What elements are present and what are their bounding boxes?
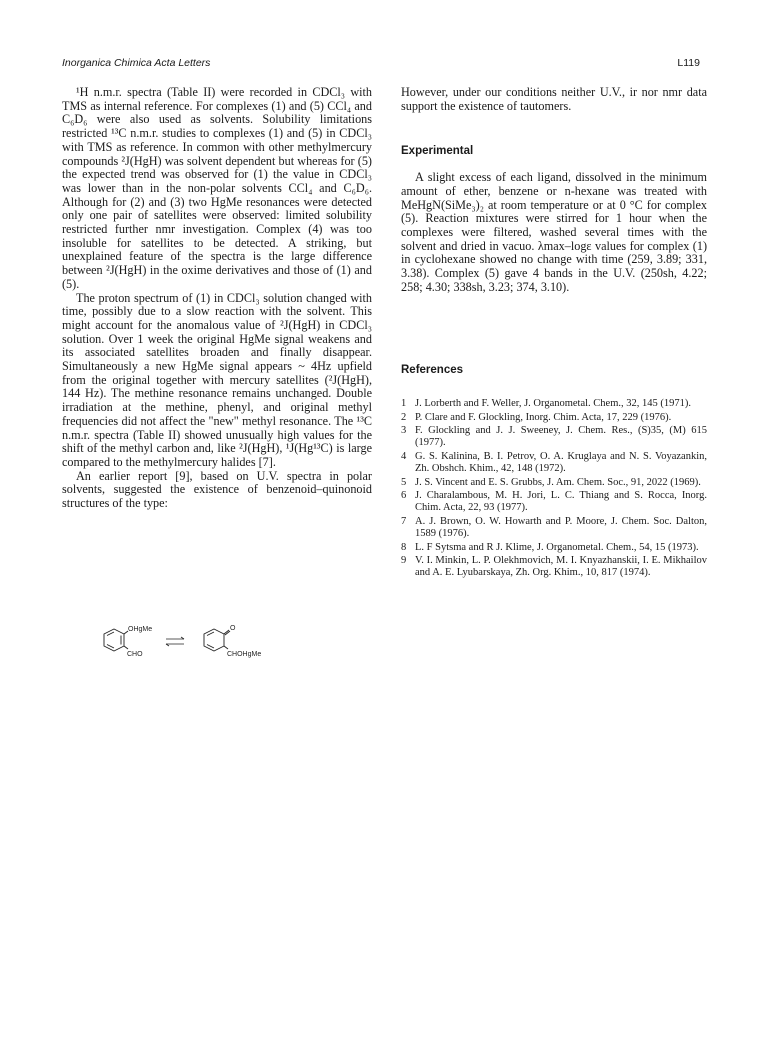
equilibrium-arrows-icon	[166, 637, 184, 646]
right-column	[401, 86, 707, 581]
reference-number: 2	[401, 411, 407, 423]
reference-text: G. S. Kalinina, B. I. Petrov, O. A. Kruglaya and N. S. Voyazankin, Zh. Obshch. Khim., 42, 148 (1972).	[415, 450, 707, 475]
paragraph-experimental: A slight excess of each ligand, dissolved in the minimum amount of ether, benzene or n-hexane was treated with MeHgN(SiMe₃)₂ at room temperature or at 0 °C for complex (5). Reaction mixtures were stirred for 1 hour when the complexes were filtered, washed several times with the solvent and dried in vacuo. λmax–logε values for complex (1) in cyclohexane showed no change with time (259, 3.89; 331, 3.38). Complex (5) gave 4 bands in the U.V. (250sh, 4.22; 258; 4.30; 338sh, 3.23; 374, 3.10).	[401, 170, 707, 294]
scheme-right-top-label: O	[230, 625, 236, 632]
reference-number: 9	[401, 555, 407, 567]
reference-text: J. Lorberth and F. Weller, J. Organometal. Chem., 32, 145 (1971).	[415, 398, 691, 410]
reference-item	[401, 555, 707, 580]
scheme-left-bottom-label: CHO	[127, 651, 143, 658]
benzenoid-structure	[104, 629, 128, 651]
paragraph-proton-spectrum: The proton spectrum of (1) in CDCl₃ solution changed with time, possibly due to a slow reaction with the solvent. This might account for the anomalous value of ²J(HgH) in CDCl₃ solution. Over 1 week the original HgMe signal weakens and its associated satellites broaden and finally disappear. Simultaneously a new HgMe signal appears ~ 4Hz upfield from the original together with mercury satellites (²J(HgH), 144 Hz). The methine resonance remains unchanged. Double irradiation at the methine, phenyl, and original methyl frequencies did not affect the "new" methyl resonance. The ¹³C n.m.r. spectra (Table II) showed unusually high values for the shift of the methyl carbon and, like ²J(HgH), ¹J(Hg¹³C) is large compared to the methylmercury halides [7].	[62, 290, 372, 469]
scheme-left-top-label: OHgMe	[128, 626, 153, 633]
reference-text: J. S. Vincent and E. S. Grubbs, J. Am. Chem. Soc., 91, 2022 (1969).	[415, 476, 701, 488]
reference-item	[401, 425, 707, 450]
tautomer-scheme	[90, 620, 270, 672]
reference-item	[401, 490, 707, 515]
reference-number: 5	[401, 476, 407, 488]
reference-list	[401, 398, 707, 580]
paragraph-nmr-spectra: ¹H n.m.r. spectra (Table II) were recorded in CDCl₃ with TMS as internal reference. For complexes (1) and (5) CCl₄ and C₆D₆ were also used as solvents. Solubility limitations restricted ¹³C n.m.r. studies to complexes (1) and (5) in CDCl₃ with TMS as reference. In common with other methylmercury compounds ²J(HgH) was solvent dependent but whereas for (5) the expected trend was observed for (1) the value in CDCl₃ was lower than in the non-polar solvents CCl₄ and C₆D₆. Although for (2) and (3) two HgMe resonances were detected only one pair of satellites were observed: limited solubility restricted further nmr investigation. Complex (4) was too insoluble for satellites to be detected. A striking, but unexplained feature of the spectra is the large difference between ²J(HgH) in the oxime derivatives and those of (1) and (5).	[62, 85, 372, 291]
experimental-heading: Experimental	[401, 145, 474, 158]
reference-item	[401, 477, 707, 489]
reference-text: A. J. Brown, O. W. Howarth and P. Moore, J. Chem. Soc. Dalton, 1589 (1976).	[415, 515, 707, 540]
paragraph-earlier-report: An earlier report [9], based on U.V. spectra in polar solvents, suggested the existence of benzenoid–quinonoid structures of the type:	[62, 468, 372, 511]
journal-title: Inorganica Chimica Acta Letters	[62, 57, 211, 69]
reference-number: 4	[401, 450, 407, 462]
reference-text: L. F Sytsma and R J. Klime, J. Organometal. Chem., 54, 15 (1973).	[415, 541, 699, 553]
reference-item	[401, 542, 707, 554]
reference-item	[401, 516, 707, 541]
reference-number: 8	[401, 541, 407, 553]
page-number: L119	[677, 57, 700, 69]
quinonoid-structure	[204, 629, 230, 651]
reference-number: 6	[401, 489, 407, 501]
reference-text: V. I. Minkin, L. P. Olekhmovich, M. I. Knyazhanskii, I. E. Mikhailov and A. E. Lyubarskaya, Zh. Org. Khim., 10, 817 (1974).	[415, 555, 707, 579]
reference-item	[401, 451, 707, 476]
reference-text: P. Clare and F. Glockling, Inorg. Chim. Acta, 17, 229 (1976).	[415, 411, 672, 423]
reference-item	[401, 398, 707, 410]
reference-text: F. Glockling and J. J. Sweeney, J. Chem. Res., (S)35, (M) 615 (1977).	[415, 424, 707, 449]
reference-number: 7	[401, 515, 407, 527]
scheme-right-bottom-label: CHOHgMe	[227, 651, 262, 658]
left-column	[62, 86, 372, 511]
reference-text: J. Charalambous, M. H. Jori, L. C. Thiang and S. Rocca, Inorg. Chim. Acta, 22, 93 (1977).	[415, 489, 707, 514]
references-heading: References	[401, 364, 464, 377]
paragraph-tautomers: However, under our conditions neither U.V., ir nor nmr data support the existence of tautomers.	[401, 85, 707, 113]
reference-item	[401, 412, 707, 424]
reference-number: 3	[401, 424, 407, 436]
reference-number: 1	[401, 398, 407, 410]
